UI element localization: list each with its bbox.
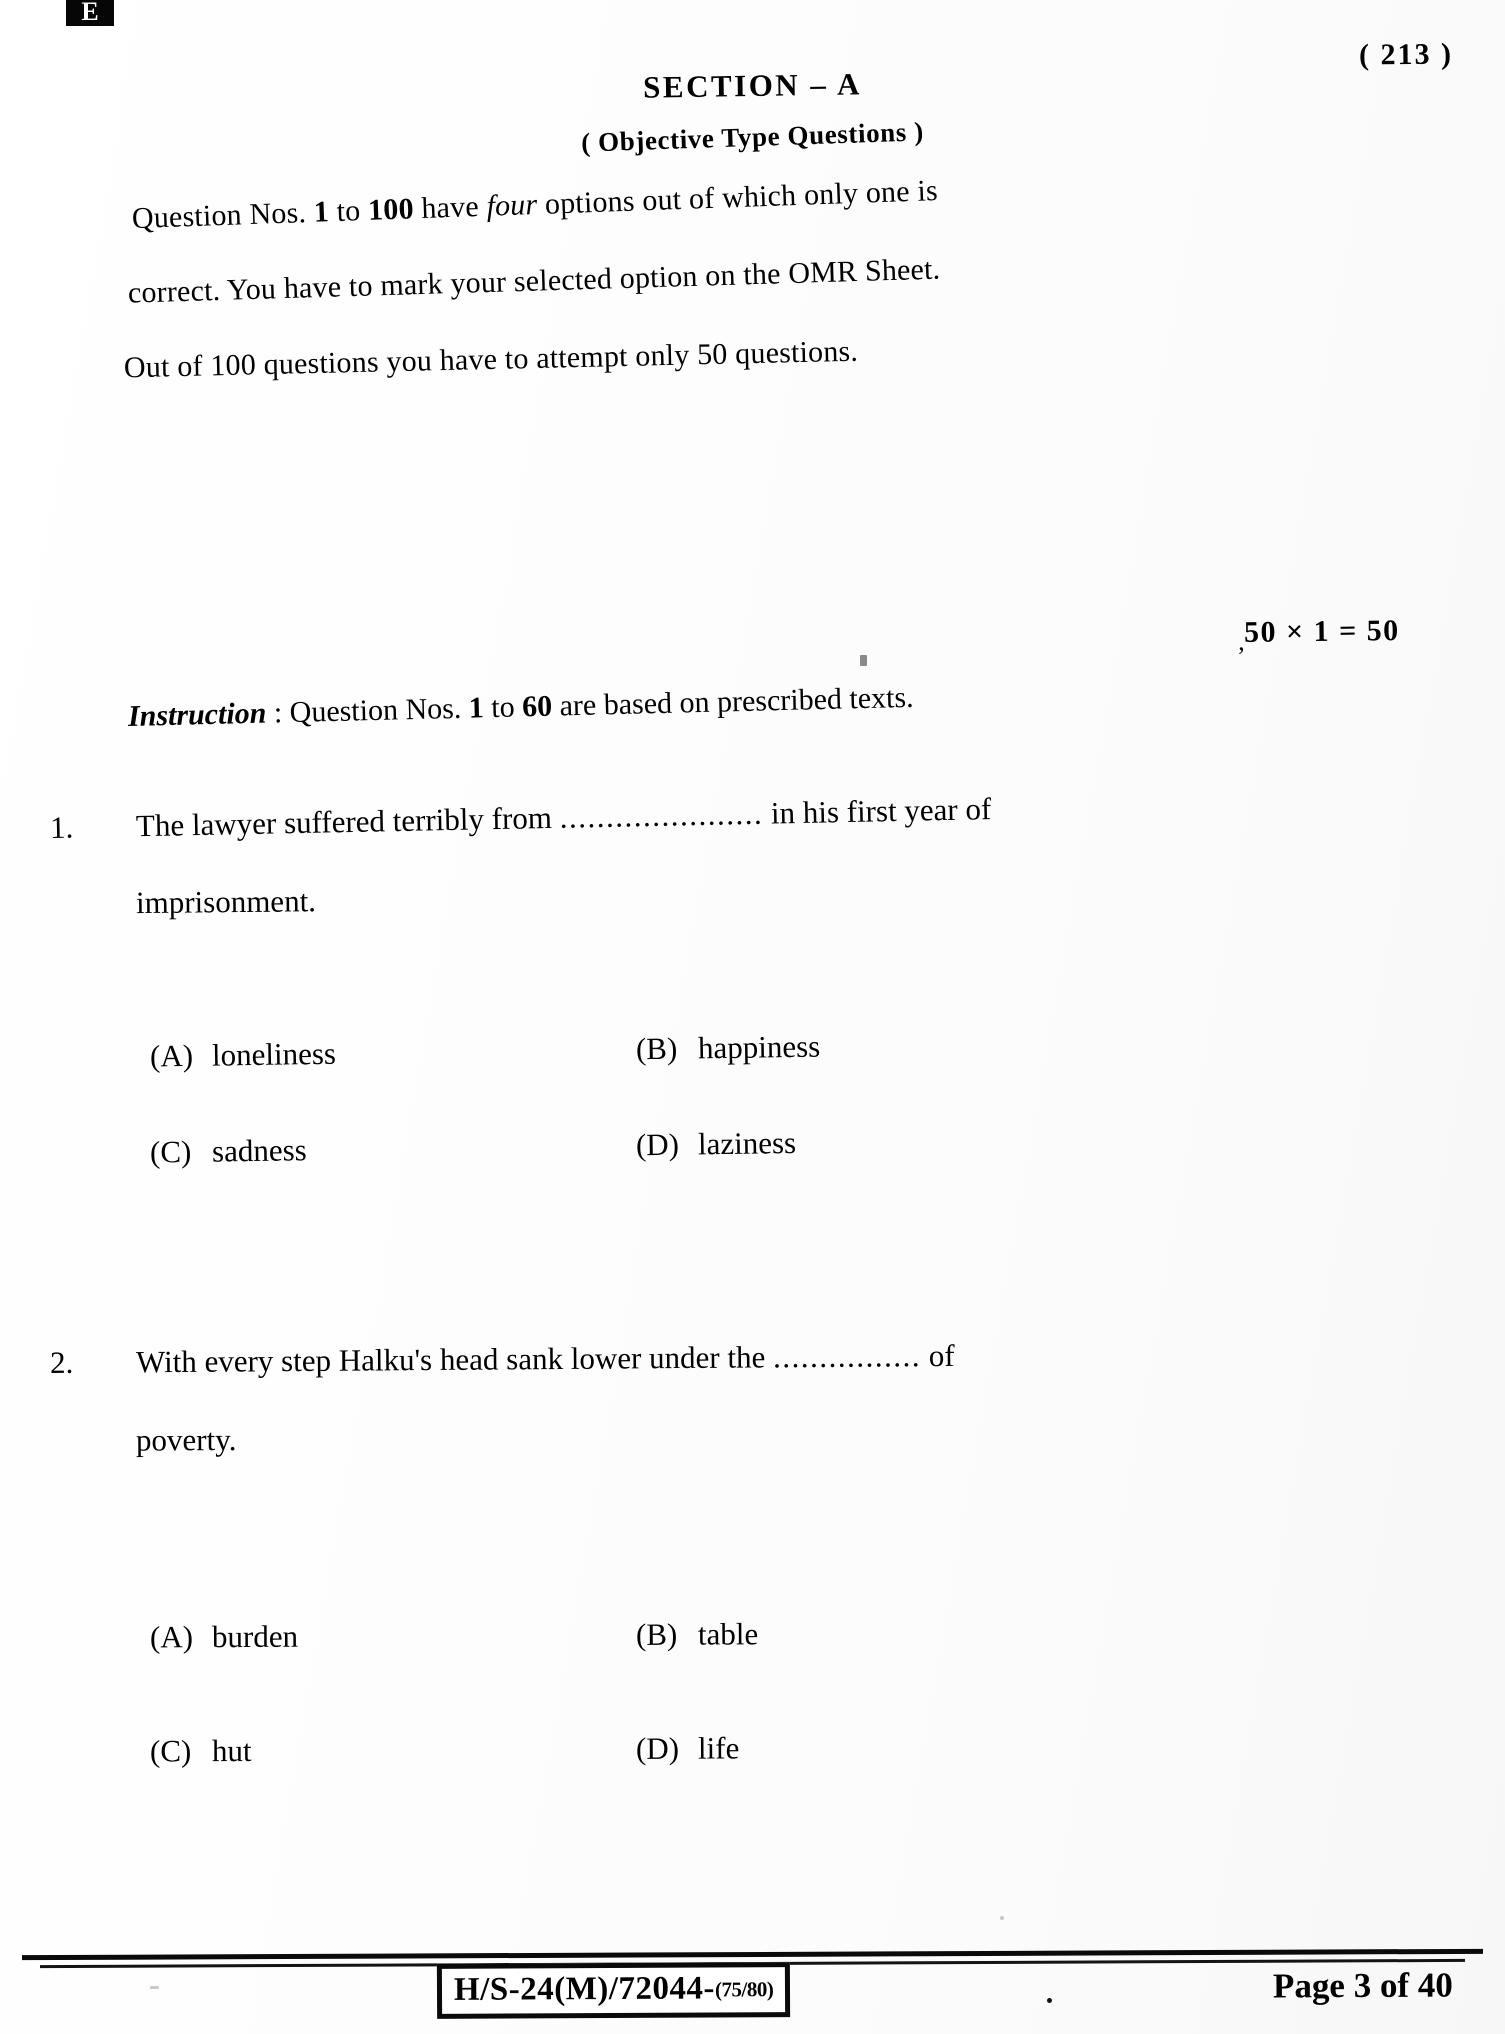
question-2-text-after: of [920,1337,955,1374]
question-2-option-C-tag: (C) [149,1733,192,1769]
instruction-note-c: to [483,690,523,725]
question-2-option-row-cd [50,1727,1450,1770]
question-1-number: 1. [49,809,74,845]
question-2-option-B[interactable] [610,1616,758,1653]
question-1-option-B-text: happiness [697,1028,821,1066]
question-1-line-2 [50,871,1450,922]
corner-marker-letter: E [81,0,99,26]
question-1-option-D-tag: (D) [635,1126,680,1163]
section-title: SECTION – A [642,66,863,105]
question-1-line-1 [50,782,1450,846]
section-subtitle: ( Objective Type Questions ) [580,116,925,158]
question-1-options [50,1028,1450,1172]
instruction-note-lead: Instruction [127,696,267,733]
question-2-option-C-text: hut [211,1732,252,1769]
question-2-option-A-text: burden [211,1618,299,1655]
question-1-option-D-text: laziness [697,1124,797,1162]
footer-page-number: Page 3 of 40 [1273,1965,1454,2006]
marks-text: 50 × 1 = 50 [1244,614,1401,649]
question-1-option-C-text: sadness [211,1132,307,1169]
question-2-line-1 [50,1334,1450,1381]
question-2-number: 2. [49,1344,74,1380]
instruction-note-a: Question Nos. [289,691,470,730]
instructions-line-2: correct. You have to mark your selected option on the OMR Sheet. [127,252,941,310]
question-1-option-B[interactable] [610,1029,821,1068]
question-2-option-C[interactable] [50,1731,610,1770]
corner-marker [66,0,114,26]
scan-speckle [860,655,867,666]
footer-paper-code-main: H/S-24(M)/72044- [453,1970,716,2008]
instruction-note-b: 1 [468,691,485,725]
question-1-option-row-ab [50,1019,1450,1076]
instr-l1-f: four [485,187,538,223]
question-1-option-A-text: loneliness [211,1035,337,1073]
instr-l1-g: options out of which only one is [536,174,939,221]
question-2-text-line2: poverty. [135,1422,237,1458]
question-2-blank: ................ [772,1338,922,1375]
question-2-option-A[interactable] [50,1617,610,1656]
question-2-text-before: With every step Halku's head sank lower under the [135,1339,774,1380]
instruction-note-e: are based on prescribed texts. [551,680,914,723]
instr-l1-c: to [328,193,369,229]
page-code: ( 213 ) [1358,37,1454,72]
question-2 [49,1337,1450,1459]
question-1-indent [50,913,136,914]
question-2-line-2 [50,1416,1450,1459]
question-1-text-after: in his first year of [762,791,992,831]
instr-l1-e: have [413,189,488,226]
question-1-blank: ...................... [559,795,764,835]
question-2-option-B-text: table [697,1616,759,1652]
question-1 [49,791,1450,922]
scan-speckle [150,1986,159,1989]
marks-allocation [1236,614,1401,656]
instr-l1-b: 1 [313,195,330,229]
question-2-option-A-tag: (A) [149,1619,194,1655]
footer-dot-artifact [1047,1998,1052,2003]
instruction-note [128,681,914,734]
footer-divider [22,1949,1483,1960]
question-2-option-B-tag: (B) [635,1616,678,1652]
scan-speckle [1000,1916,1004,1920]
question-2-option-D[interactable] [610,1730,739,1767]
question-1-text-before: The lawyer suffered terribly from [135,799,561,844]
question-1-option-A[interactable] [50,1032,610,1076]
instr-l1-d: 100 [367,192,415,227]
question-2-option-D-text: life [697,1730,740,1766]
question-1-option-C[interactable] [50,1128,610,1172]
instructions-line-3: Out of 100 questions you have to attempt only 50 questions. [123,334,859,385]
question-1-option-A-tag: (A) [149,1037,194,1074]
question-1-option-C-tag: (C) [149,1133,192,1170]
question-2-option-D-tag: (D) [635,1730,680,1766]
question-1-text-line2: imprisonment. [135,883,317,921]
question-1-option-B-tag: (B) [635,1030,678,1067]
instruction-note-colon: : [265,696,291,730]
instructions-text [50,174,1450,407]
question-2-options [50,1616,1450,1770]
instr-l1-a: Question Nos. [131,195,315,236]
instructions-paragraph [50,174,1450,407]
footer-paper-code [437,1962,791,2019]
footer-paper-code-sub: (75/80) [714,1977,774,2002]
question-2-option-row-ab [50,1613,1450,1656]
question-1-option-D[interactable] [610,1125,797,1164]
marks-comma: , [1238,626,1247,656]
question-1-option-row-cd [50,1115,1450,1172]
instruction-note-d: 60 [521,689,553,724]
